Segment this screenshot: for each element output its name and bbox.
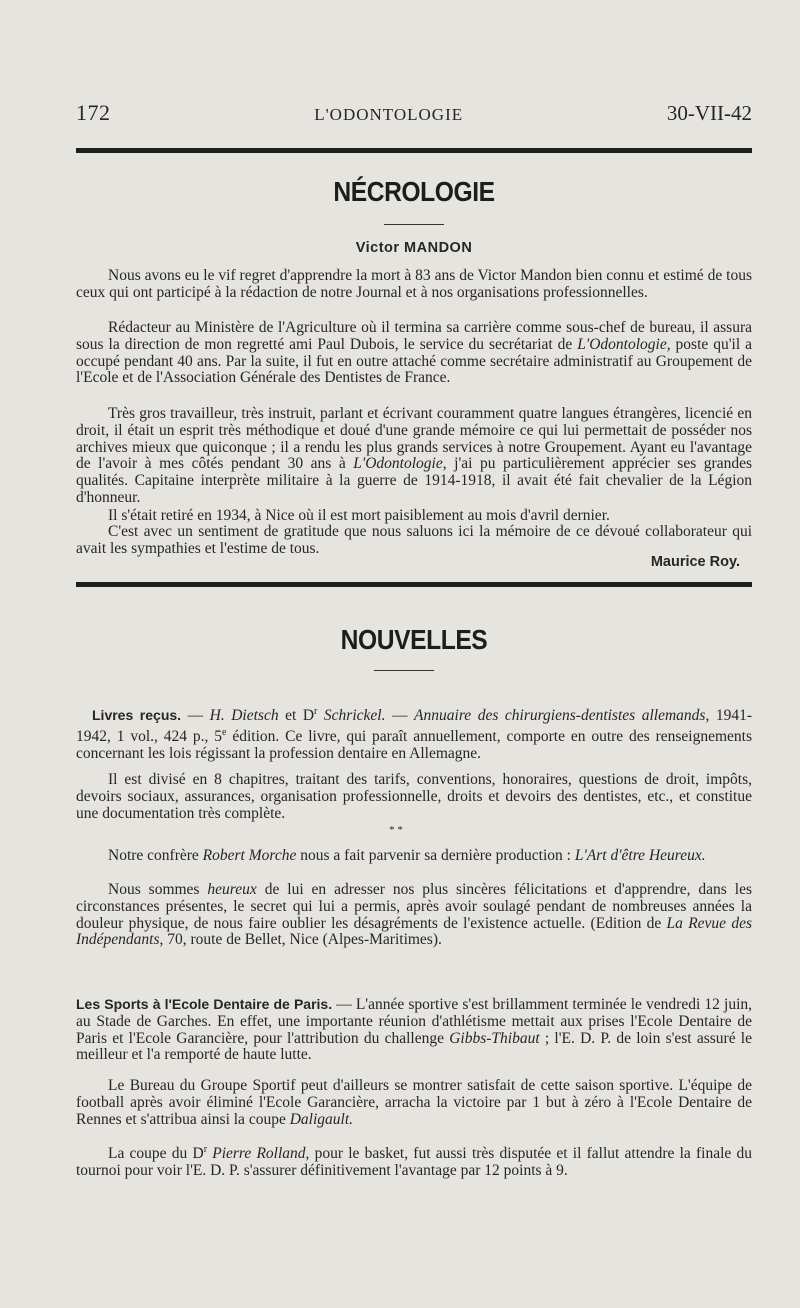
section-divider [76, 582, 752, 587]
title-underline [384, 224, 444, 225]
obituary-paragraph: C'est avec un sentiment de gratitude que nous saluons ici la mémoire de ce dévoué collaborateur qui avait les sympathies et l'estime de tous. [76, 523, 752, 557]
news-paragraph: Nous sommes heureux de lui en adresser nos plus sincères félicitations et d'apprendre, dans les circonstances présentes, le secret qui lui a permis, après avoir soulagé pendant de nombreuses années la douleur physique, de nous faire oublier les désagréments de l'existence actuelle. (Edition de La Revue des Indépendants, 70, route de Bellet, Nice (Alpes-Maritimes). [76, 881, 753, 949]
news-item-sports: Les Sports à l'Ecole Dentaire de Paris. — L'année sportive s'est brillamment terminée le vendredi 12 juin, au Stade de Garches. En effet, une importante réunion d'athlétisme mettait aux prises l'Ecole Dentaire de Paris et l'Ecole Garancière, pour l'attribution du challenge Gibbs-Thibaut ; l'E. D. P. de loin s'est assuré le meilleur et l'a remporté de haute lutte. [76, 996, 752, 1064]
journal-title: L'ODONTOLOGIE [314, 105, 464, 124]
obituary-paragraph: Nous avons eu le vif regret d'apprendre la mort à 83 ans de Victor Mandon bien connu et estimé de tous ceux qui ont participé à la rédaction de notre Journal et à nos organisations professionnelles. [76, 267, 752, 301]
news-item-livres: Livres reçus. — H. Dietsch et $D^r$ Schrickel. — Annuaire des chirurgiens-dentistes allemands, 1941-1942, 1 vol., 424 p., 5e édition. Ce livre, qui paraît annuellement, comporte en outre des renseignements concernant les lois régissant la profession dentaire en Allemagne. [76, 706, 753, 762]
obituary-paragraph: Rédacteur au Ministère de l'Agriculture où il termina sa carrière comme sous-chef de bureau, il assura sous la direction de mon regretté ami Paul Dubois, le service du secrétariat de L'Odontologie, poste qu'il a occupé pendant 40 ans. Par la suite, il fut en outre attaché comme secrétaire administratif au Groupement de l'Ecole et de l'Association Générale des Dentistes de France. [76, 319, 752, 387]
signature: Maurice Roy. [650, 554, 740, 570]
running-header [76, 100, 752, 128]
section-divider [76, 148, 752, 153]
nouvelles-title: NOUVELLES [340, 624, 488, 655]
page-number: 172 [76, 100, 111, 125]
news-paragraph: Il est divisé en 8 chapitres, traitant des tarifs, conventions, honoraires, questions de droit, impôts, devoirs sociaux, assurances, organisation professionnelle, droits et devoirs des dentistes, etc., et constitue une documentation très complète. [76, 771, 752, 822]
deceased-name: Victor MANDON [355, 240, 473, 256]
news-paragraph: La coupe du $D^r$ Pierre Rolland, pour le basket, fut aussi très disputée et il fallut attendre la finale du tournoi pour voir l'E. D. P. s'assurer définitivement l'avantage par 12 points à 9. [76, 1144, 753, 1179]
news-paragraph: Le Bureau du Groupe Sportif peut d'ailleurs se montrer satisfait de cette saison sportive. L'équipe de football après avoir éliminé l'Ecole Garancière, arracha la victoire par 1 but à zéro à l'Ecole Dentaire de Rennes et s'attribua ainsi la coupe Daligault. [76, 1077, 752, 1128]
issue-date: 30-VII-42 [666, 101, 752, 125]
asterism: * * [389, 824, 403, 836]
news-item-morche: Notre confrère Robert Morche nous a fait parvenir sa dernière production : L'Art d'être Heureux. [108, 847, 706, 864]
obituary-paragraph: Très gros travailleur, très instruit, parlant et écrivant couramment quatre langues étrangères, licencié en droit, il était un esprit très méthodique et doué d'une grande mémoire ce qui lui permettait de posséder nos archives mieux que quiconque ; il a rendu les plus grands services à notre Groupement. Ayant eu l'avantage de l'avoir à mes côtés pendant 30 ans à L'Odontologie, j'ai pu particulièrement apprécier ses grandes qualités. Capitaine interprète militaire à la guerre de 1914-1918, il avait été fait chevalier de la Légion d'honneur. [76, 405, 752, 506]
obituary-paragraph: Il s'était retiré en 1934, à Nice où il est mort paisiblement au mois d'avril dernier. [108, 507, 610, 524]
title-underline [374, 670, 434, 671]
necrologie-title: NÉCROLOGIE [333, 176, 495, 207]
